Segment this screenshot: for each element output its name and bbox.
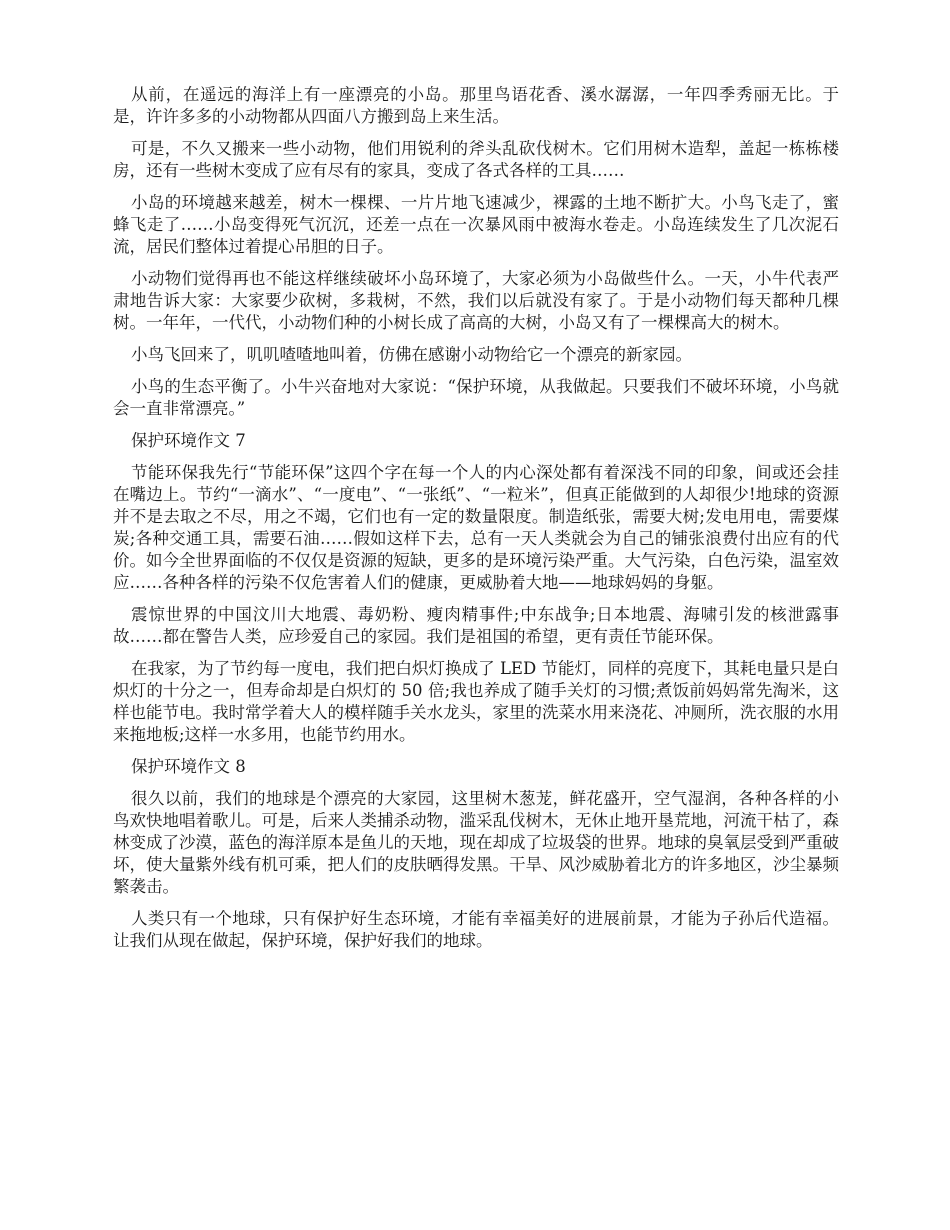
paragraph: 小动物们觉得再也不能这样继续破坏小岛环境了，大家必须为小岛做些什么。一天，小牛代表严肃地告诉大家：大家要少砍树，多栽树，不然，我们以后就没有家了。于是小动物们每天都种几棵树。一年年，一代代，小动物们种的小树长成了高高的大树，小岛又有了一棵棵高大的树木。 [113,269,839,332]
paragraph: 人类只有一个地球，只有保护好生态环境，才能有幸福美好的进展前景，才能为子孙后代造福。让我们从现在做起，保护环境，保护好我们的地球。 [113,909,839,950]
paragraph: 小岛的环境越来越差，树木一棵棵、一片片地飞速减少，裸露的土地不断扩大。小鸟飞走了，蜜蜂飞走了……小岛变得死气沉沉，还差一点在一次暴风雨中被海水卷走。小岛连续发生了几次泥石流，居民们整体过着提心吊胆的日子。 [113,193,839,256]
paragraph: 很久以前，我们的地球是个漂亮的大家园，这里树木葱茏，鲜花盛开，空气湿润，各种各样的小鸟欢快地唱着歌儿。可是，后来人类捕杀动物，滥采乱伐树木，无休止地开垦荒地，河流干枯了，森林变成了沙漠，蓝色的海洋原本是鱼儿的天地，现在却成了垃圾袋的世界。地球的臭氧层受到严重破坏，使大量紫外线有机可乘，把人们的皮肤晒得发黑。干旱、风沙威胁着北方的许多地区，沙尘暴频繁袭击。 [113,789,839,896]
paragraph: 小鸟飞回来了，叽叽喳喳地叫着，仿佛在感谢小动物给它一个漂亮的新家园。 [131,345,692,364]
paragraph: 震惊世界的中国汶川大地震、毒奶粉、瘦肉精事件;中东战争;日本地震、海啸引发的核泄露事故……都在警告人类，应珍爱自己的家园。我们是祖国的希望，更有责任节能环保。 [113,605,839,646]
section-heading: 保护环境作文 7 [131,431,246,450]
paragraph: 在我家，为了节约每一度电，我们把白炽灯换成了 LED 节能灯，同样的亮度下，其耗电量只是白炽灯的十分之一，但寿命却是白炽灯的 50 倍;我也养成了随手关灯的习惯;煮饭前妈妈常先淘米，这样也能节电。我时常学着大人的模样随手关水龙头，家里的洗菜水用来浇花、冲厕所，洗衣服的水用来拖地板;这样一水多用，也能节约用水。 [113,659,839,744]
paragraph: 可是，不久又搬来一些小动物，他们用锐利的斧头乱砍伐树木。它们用树木造犁，盖起一栋栋楼房，还有一些树木变成了应有尽有的家具，变成了各式各样的工具…… [113,139,839,180]
paragraph: 节能环保我先行“节能环保”这四个字在每一个人的内心深处都有着深浅不同的印象，间或还会挂在嘴边上。节约“一滴水”、“一度电”、“一张纸”、“一粒米”，但真正能做到的人却很少!地球的资源并不是去取之不尽，用之不竭，它们也有一定的数量限度。制造纸张，需要大树;发电用电，需要煤炭;各种交通工具，需要石油……假如这样下去，总有一天人类就会为自己的铺张浪费付出应有的代价。如今全世界面临的不仅仅是资源的短缺，更多的是环境污染严重。大气污染，白色污染，温室效应……各种各样的污染不仅危害着人们的健康，更威胁着大地——地球妈妈的身躯。 [113,463,839,592]
paragraph: 小鸟的生态平衡了。小牛兴奋地对大家说：“保护环境，从我做起。只要我们不破坏环境，小鸟就会一直非常漂亮。” [113,377,839,418]
paragraph: 从前，在遥远的海洋上有一座漂亮的小岛。那里鸟语花香、溪水潺潺，一年四季秀丽无比。于是，许许多多的小动物都从四面八方搬到岛上来生活。 [113,85,839,126]
section-heading: 保护环境作文 8 [131,757,246,776]
document-page [113,84,839,962]
